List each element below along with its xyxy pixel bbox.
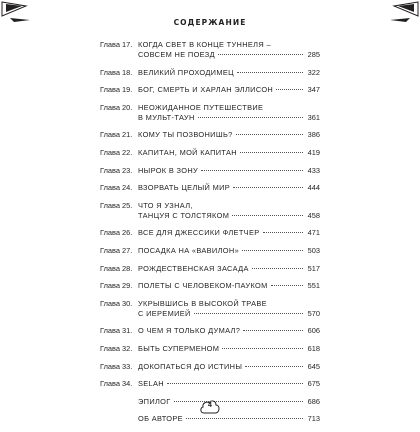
- chapter-label: Глава 27.: [100, 245, 133, 255]
- page-ref: 503: [307, 245, 320, 255]
- chapter-label: Глава 17.: [100, 40, 133, 49]
- dot-leader: [174, 401, 303, 402]
- chapter-title: ПОЛЕТЫ С ЧЕЛОВЕКОМ-ПАУКОМ: [138, 281, 268, 291]
- toc-entry[interactable]: [100, 344, 320, 354]
- page-number: 4: [208, 402, 212, 409]
- chapter-title: КОМУ ТЫ ПОЗВОНИШЬ?: [138, 130, 233, 140]
- dot-leader: [245, 366, 303, 367]
- chapter-title: С ИЕРЕМИЕЙ: [138, 308, 191, 318]
- toc-entry[interactable]: [100, 183, 320, 193]
- page-ref: 471: [307, 228, 320, 238]
- chapter-title: НЫРОК В ЗОНУ: [138, 165, 199, 175]
- page-ref: 675: [307, 379, 320, 389]
- chapter-label: Глава 28.: [100, 263, 133, 273]
- toc-entry[interactable]: [100, 130, 320, 140]
- page-ref: 713: [307, 414, 320, 424]
- chapter-title: ВСЕ ДЛЯ ДЖЕССИКИ ФЛЕТЧЕР: [138, 228, 260, 238]
- page-ref: 285: [307, 50, 320, 59]
- chapter-label: Глава 24.: [100, 183, 133, 193]
- chapter-label: Глава 22.: [100, 147, 133, 157]
- chapter-title: КАПИТАН, МОЙ КАПИТАН: [138, 147, 237, 157]
- chapter-title: ПОСАДКА НА «ВАВИЛОН»: [138, 245, 240, 255]
- page-ref: 361: [307, 112, 320, 122]
- toc-heading: СОДЕРЖАНИЕ: [173, 18, 247, 27]
- chapter-label: Глава 30.: [100, 298, 133, 308]
- page-ref: 433: [307, 165, 320, 175]
- toc-entry[interactable]: [100, 103, 320, 123]
- chapter-title: БЫТЬ СУПЕРМЕНОМ: [138, 343, 220, 353]
- chapter-title: НЕОЖИДАННОЕ ПУТЕШЕСТВИЕ: [138, 102, 264, 112]
- chapter-title: ТАНЦУЯ С ТОЛСТЯКОМ: [138, 210, 230, 220]
- toc-entry[interactable]: [100, 246, 320, 256]
- chapter-label: Глава 23.: [100, 165, 133, 175]
- page-ref: 551: [307, 281, 320, 291]
- dot-leader: [232, 215, 303, 216]
- page-ref: 322: [307, 67, 320, 77]
- page-ref: 686: [307, 396, 320, 406]
- chapter-label: Глава 32.: [100, 343, 133, 353]
- dot-leader: [218, 54, 303, 55]
- table-of-contents: [100, 40, 320, 432]
- dot-leader: [233, 187, 303, 188]
- chapter-label: Глава 31.: [100, 326, 133, 336]
- page-ref: 419: [307, 147, 320, 157]
- dot-leader: [186, 418, 303, 419]
- chapter-title: О ЧЕМ Я ТОЛЬКО ДУМАЛ?: [138, 326, 241, 336]
- chapter-title: БОГ, СМЕРТЬ И ХАРЛАН ЭЛЛИСОН: [138, 85, 274, 95]
- dot-leader: [242, 250, 303, 251]
- page-ref: 606: [307, 326, 320, 336]
- dot-leader: [194, 313, 303, 314]
- page-ref: 645: [307, 361, 320, 371]
- chapter-title: SELAH: [138, 379, 164, 389]
- dot-leader: [240, 152, 303, 153]
- toc-entry[interactable]: [100, 362, 320, 372]
- chapter-title: УКРЫВШИСЬ В ВЫСОКОЙ ТРАВЕ: [138, 298, 267, 308]
- chapter-title: ОБ АВТОРЕ: [138, 414, 183, 424]
- chapter-label: Глава 34.: [100, 379, 133, 389]
- page-ref: 517: [307, 263, 320, 273]
- chapter-title: В МУЛЬТ-ТАУН: [138, 112, 195, 122]
- dot-leader: [167, 383, 303, 384]
- dot-leader: [222, 348, 303, 349]
- chapter-label: Глава 18.: [100, 67, 133, 77]
- page-ref: 618: [307, 343, 320, 353]
- chapter-label: Глава 21.: [100, 130, 133, 140]
- toc-entry[interactable]: [100, 148, 320, 158]
- chapter-title: ЧТО Я УЗНАЛ,: [138, 200, 193, 210]
- toc-entry[interactable]: [100, 85, 320, 95]
- dot-leader: [236, 134, 303, 135]
- chapter-title: РОЖДЕСТВЕНСКАЯ ЗАСАДА: [138, 263, 249, 273]
- toc-entry[interactable]: [100, 264, 320, 274]
- toc-entry[interactable]: [100, 281, 320, 291]
- page-number-badge: [198, 397, 222, 417]
- chapter-label: Глава 33.: [100, 361, 133, 371]
- toc-entry[interactable]: [100, 228, 320, 238]
- chapter-label: Глава 25.: [100, 200, 133, 210]
- toc-entry[interactable]: [100, 299, 320, 319]
- toc-entry[interactable]: [100, 379, 320, 389]
- page-ref: 386: [307, 130, 320, 140]
- chapter-title: ВЕЛИКИЙ ПРОХОДИМЕЦ: [138, 67, 234, 77]
- dot-leader: [263, 232, 303, 233]
- toc-entry[interactable]: [100, 326, 320, 336]
- chapter-title: ВЗОРВАТЬ ЦЕЛЫЙ МИР: [138, 183, 231, 193]
- dot-leader: [243, 330, 303, 331]
- toc-entry[interactable]: [100, 68, 320, 78]
- page-ref: 458: [307, 210, 320, 220]
- page-ref: 570: [307, 308, 320, 318]
- toc-entry[interactable]: [100, 40, 320, 60]
- chapter-label: Глава 19.: [100, 85, 133, 95]
- dot-leader: [237, 72, 303, 73]
- chapter-title: КОГДА СВЕТ В КОНЦЕ ТУННЕЛЯ –: [138, 40, 271, 49]
- chapter-label: Глава 26.: [100, 228, 133, 238]
- chapter-title: ДОКОПАТЬСЯ ДО ИСТИНЫ: [138, 361, 243, 371]
- page-ref: 347: [307, 85, 320, 95]
- chapter-title: СОВСЕМ НЕ ПОЕЗД: [138, 50, 215, 59]
- chapter-title: ЭПИЛОГ: [138, 396, 171, 406]
- toc-entry[interactable]: [100, 166, 320, 176]
- dot-leader: [252, 268, 303, 269]
- chapter-label: Глава 29.: [100, 281, 133, 291]
- dot-leader: [276, 89, 303, 90]
- chapter-label: Глава 20.: [100, 102, 133, 112]
- page-ref: 444: [307, 183, 320, 193]
- dot-leader: [201, 170, 303, 171]
- dot-leader: [271, 285, 303, 286]
- dot-leader: [198, 117, 303, 118]
- toc-entry[interactable]: [100, 201, 320, 221]
